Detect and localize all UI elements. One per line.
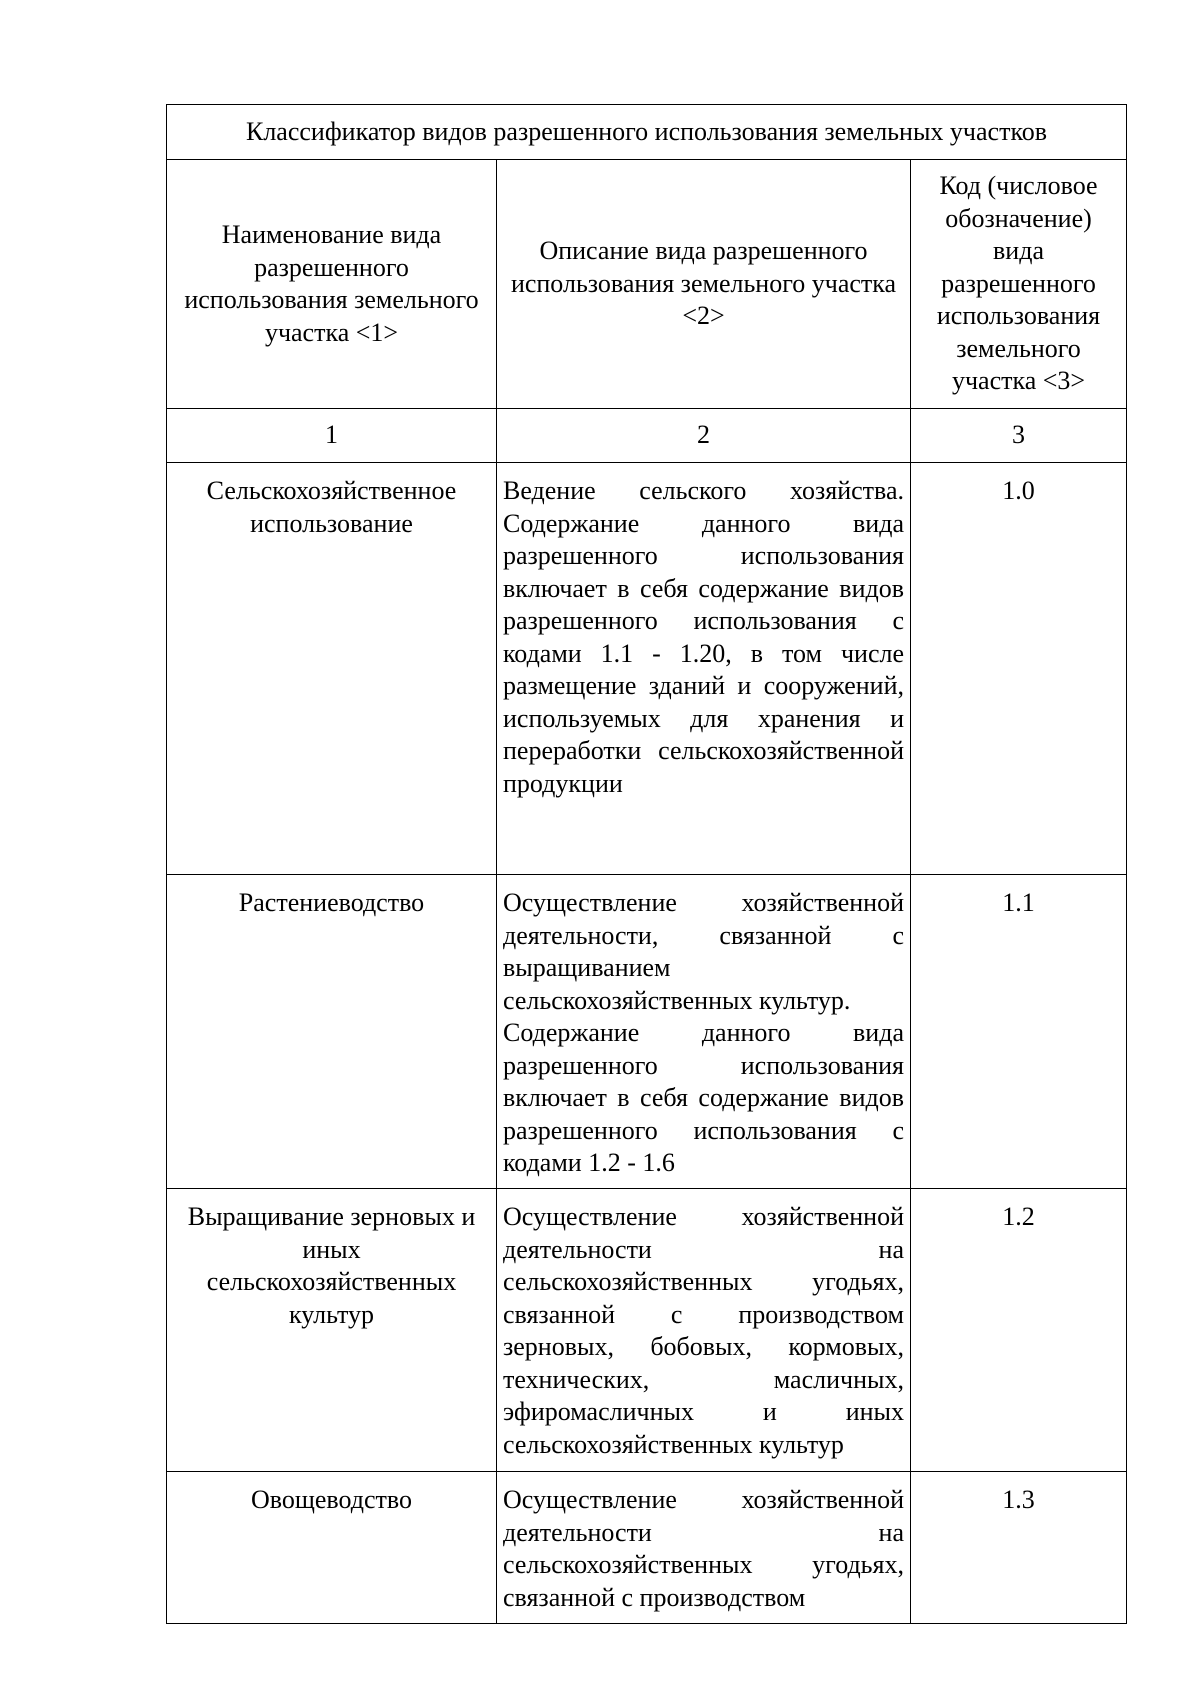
land-use-name: Овощеводство [167,1472,497,1624]
header-name: Наименование вида разрешенного использования земельного участка <1> [167,160,497,409]
land-use-code: 1.0 [911,463,1127,875]
description-paragraph: Содержание данного вида разрешенного использования включает в себя содержание видов разрешенного использования с кодами 1.2 - 1.6 [503,1018,904,1177]
table-row [167,463,1127,875]
table-title: Классификатор видов разрешенного использования земельных участков [167,105,1127,160]
table-header-row [167,160,1127,409]
table-title-row [167,105,1127,160]
column-number: 1 [167,409,497,463]
column-number: 3 [911,409,1127,463]
description-paragraph: Осуществление хозяйственной деятельности, связанной с выращиванием сельскохозяйственных культур. [503,888,904,1015]
column-number: 2 [497,409,911,463]
description-paragraph: Ведение сельского хозяйства. Содержание данного вида разрешенного использования включает в себя содержание видов разрешенного использования с кодами 1.1 - 1.20, в том числе размещение зданий и сооружений, используемых для хранения и переработки сельскохозяйственной продукции [503,476,904,798]
table-row [167,875,1127,1189]
land-use-name: Растениеводство [167,875,497,1189]
table-row [167,1472,1127,1624]
land-use-name: Сельскохозяйственное использование [167,463,497,875]
column-number-row [167,409,1127,463]
land-use-code: 1.2 [911,1189,1127,1472]
description-paragraph: Осуществление хозяйственной деятельности на сельскохозяйственных угодьях, связанной с производством зерновых, бобовых, кормовых, технических, масличных, эфиромасличных и иных сельскохозяйственных культур [503,1202,904,1459]
description-paragraph: Осуществление хозяйственной деятельности на сельскохозяйственных угодьях, связанной с производством [503,1485,904,1612]
land-use-code: 1.3 [911,1472,1127,1624]
land-use-description [497,1189,911,1472]
table-row [167,1189,1127,1472]
header-description: Описание вида разрешенного использования земельного участка <2> [497,160,911,409]
land-use-description [497,463,911,875]
land-use-description [497,875,911,1189]
land-use-classifier-table [166,104,1127,1624]
header-code: Код (числовое обозначение) вида разрешенного использования земельного участка <3> [911,160,1127,409]
land-use-code: 1.1 [911,875,1127,1189]
land-use-description [497,1472,911,1624]
land-use-name: Выращивание зерновых и иных сельскохозяйственных культур [167,1189,497,1472]
